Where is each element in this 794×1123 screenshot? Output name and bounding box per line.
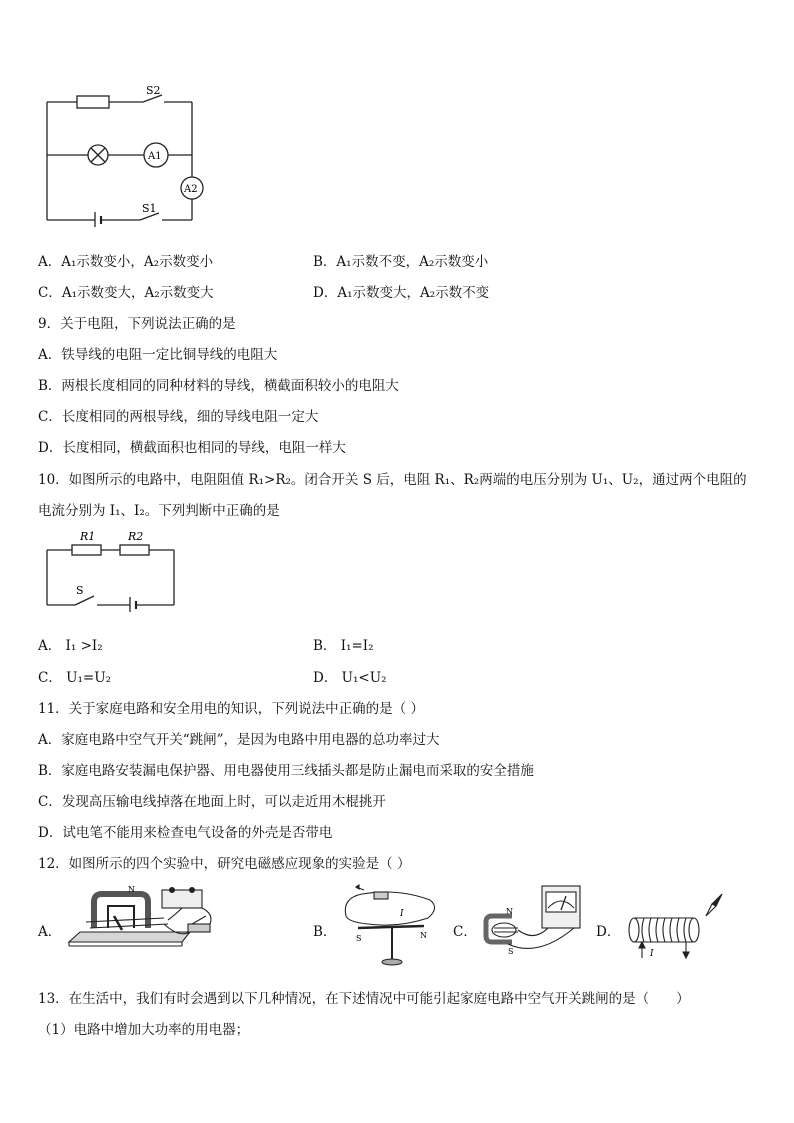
q8-option-b[interactable]: B．A₁示数不变，A₂示数变小 (313, 254, 489, 270)
q11-stem: 11．关于家庭电路和安全用电的知识，下列说法中正确的是（ ） (38, 701, 424, 717)
q8-option-a[interactable]: A．A₁示数变小，A₂示数变小 (38, 254, 214, 270)
needle-s-label-b: S (356, 934, 362, 943)
q11-option-b[interactable]: B．家庭电路安装漏电保护器、用电器使用三线插头都是防止漏电而采取的安全措施 (38, 763, 534, 779)
q9-stem: 9．关于电阻，下列说法正确的是 (38, 316, 236, 332)
q12-choice-c[interactable]: C． (453, 924, 477, 940)
q12-stem: 12．如图所示的四个实验中，研究电磁感应现象的实验是（ ） (38, 856, 411, 872)
needle-n-label-b: N (420, 931, 427, 940)
q10-option-a[interactable]: A． I₁ >I₂ (38, 638, 103, 654)
q11-option-a[interactable]: A．家庭电路中空气开关“跳闸”，是因为电路中用电器的总功率过大 (38, 732, 440, 748)
q8-option-d[interactable]: D．A₁示数变大，A₂示数不变 (313, 285, 490, 301)
q10-stem-line2: 电流分别为 I₁、I₂。下列判断中正确的是 (38, 503, 280, 519)
q9-option-b[interactable]: B．两根长度相同的同种材料的导线，横截面积较小的电阻大 (38, 378, 399, 394)
q10-option-c[interactable]: C． U₁=U₂ (38, 670, 112, 686)
q11-option-d[interactable]: D．试电笔不能用来检查电气设备的外壳是否带电 (38, 825, 333, 841)
q9-option-c[interactable]: C．长度相同的两根导线，细的导线电阻一定大 (38, 409, 319, 425)
ammeter-a1-label: A1 (148, 151, 162, 162)
magnet-n-label-a: N (128, 885, 135, 894)
ammeter-a2-label: A2 (184, 184, 198, 195)
switch-s-label: S (76, 584, 84, 597)
experiment-c-figure (478, 882, 588, 964)
magnet-s-label-c: S (508, 947, 514, 956)
resistor-r1-label: R1 (80, 530, 96, 543)
q9-option-d[interactable]: D．长度相同，横截面积也相同的导线，电阻一样大 (38, 440, 346, 456)
q13-item-1: （1）电路中增加大功率的用电器； (38, 1022, 250, 1038)
switch-s2-label: S2 (146, 84, 161, 97)
current-i-label-b: I (400, 909, 404, 919)
experiment-a-figure (64, 880, 224, 960)
q12-choice-b[interactable]: B． (313, 924, 337, 940)
q10-stem-line1: 10．如图所示的电路中，电阻阻值 R₁>R₂。闭合开关 S 后，电阻 R₁、R₂两端的电压分别为 U₁、U₂，通过两个电阻的 (38, 472, 747, 488)
q12-choice-d[interactable]: D． (596, 924, 621, 940)
switch-s1-label: S1 (142, 202, 157, 215)
experiment-d-figure (622, 890, 730, 962)
q11-option-c[interactable]: C．发现高压输电线掉落在地面上时，可以走近用木棍挑开 (38, 794, 386, 810)
resistor-r2-label: R2 (128, 530, 144, 543)
experiment-b-figure (338, 884, 442, 970)
magnet-n-label-c: N (506, 907, 513, 916)
current-i-label-d: I (650, 949, 654, 959)
q13-stem: 13．在生活中，我们有时会遇到以下几种情况，在下述情况中可能引起家庭电路中空气开关跳闸的是（ ） (38, 991, 690, 1007)
q10-option-d[interactable]: D． U₁<U₂ (313, 670, 387, 686)
q12-choice-a[interactable]: A． (38, 924, 62, 940)
q10-option-b[interactable]: B． I₁=I₂ (313, 638, 374, 654)
circuit-diagram-q8 (40, 82, 220, 227)
q9-option-a[interactable]: A．铁导线的电阻一定比铜导线的电阻大 (38, 347, 278, 363)
q8-option-c[interactable]: C．A₁示数变大，A₂示数变大 (38, 285, 214, 301)
circuit-diagram-q10 (42, 528, 182, 612)
